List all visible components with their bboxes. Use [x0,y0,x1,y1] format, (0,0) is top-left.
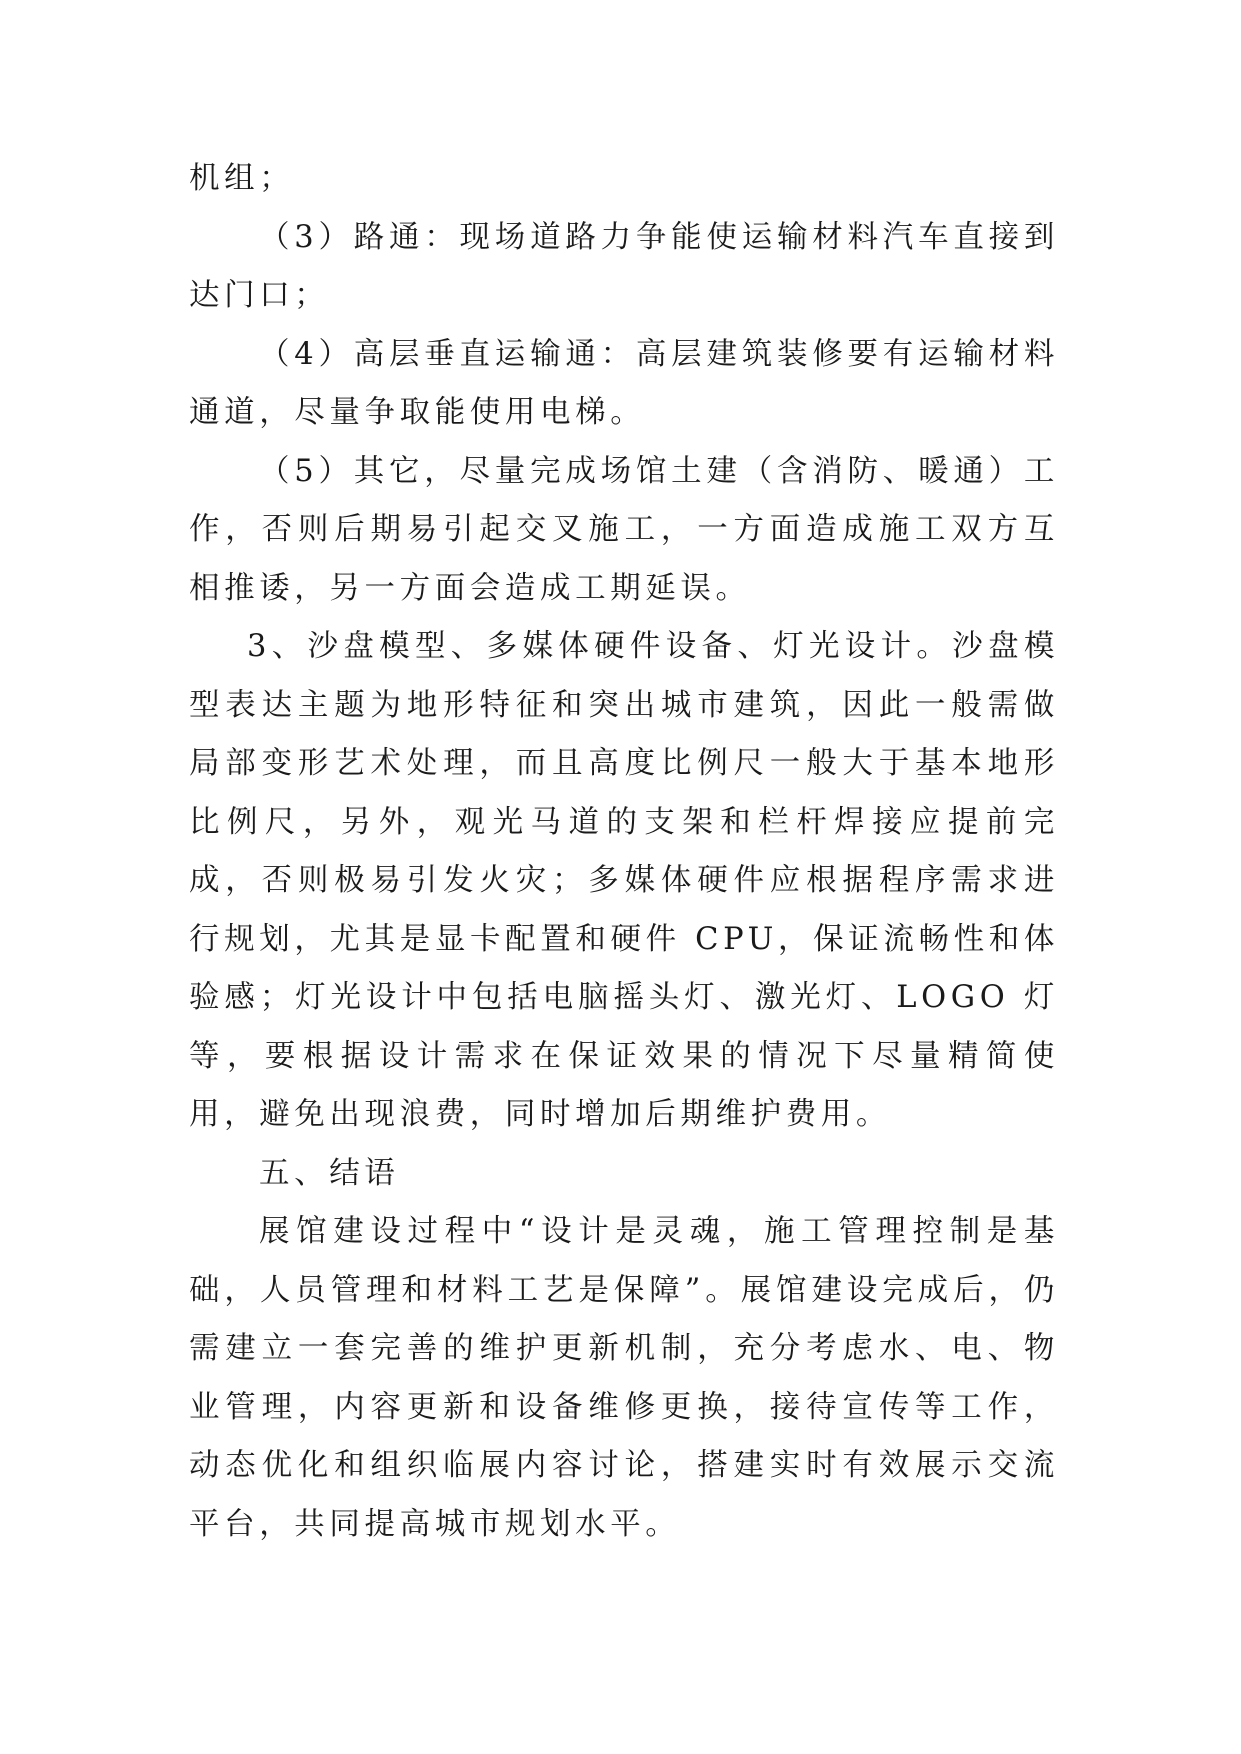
paragraph-conclusion: 展馆建设过程中“设计是灵魂，施工管理控制是基础，人员管理和材料工艺是保障”。展馆建设完成后，仍需建立一套完善的维护更新机制，充分考虑水、电、物业管理，内容更新和设备维修更换，接待宣传等工作，动态优化和组织临展内容讨论，搭建实时有效展示交流平台，共同提高城市规划水平。 [189,1214,1059,1542]
document-body [189,150,1059,1554]
paragraph-vertical-transport: （4）高层垂直运输通：高层建筑装修要有运输材料通道，尽量争取能使用电梯。 [189,336,1059,430]
section-heading-conclusion: 五、结语 [259,1155,400,1191]
paragraph-continuation: 机组； [189,161,295,196]
paragraph-sand-table: 3、沙盘模型、多媒体硬件设备、灯光设计。沙盘模型表达主题为地形特征和突出城市建筑，因此一般需做局部变形艺术处理，而且高度比例尺一般大于基本地形比例尺，另外，观光马道的支架和栏杆焊接应提前完成，否则极易引发火灾；多媒体硬件应根据程序需求进行规划，尤其是显卡配置和硬件 CPU，保证流畅性和体验感；灯光设计中包括电脑摇头灯、激光灯、LOGO 灯等，要根据设计需求在保证效果的情况下尽量精简使用，避免出现浪费，同时增加后期维护费用。 [189,629,1059,1132]
paragraph-road-access: （3）路通：现场道路力争能使运输材料汽车直接到达门口； [189,219,1059,313]
paragraph-other: （5）其它，尽量完成场馆土建（含消防、暖通）工作，否则后期易引起交叉施工，一方面造成施工双方互相推诿，另一方面会造成工期延误。 [189,453,1059,606]
